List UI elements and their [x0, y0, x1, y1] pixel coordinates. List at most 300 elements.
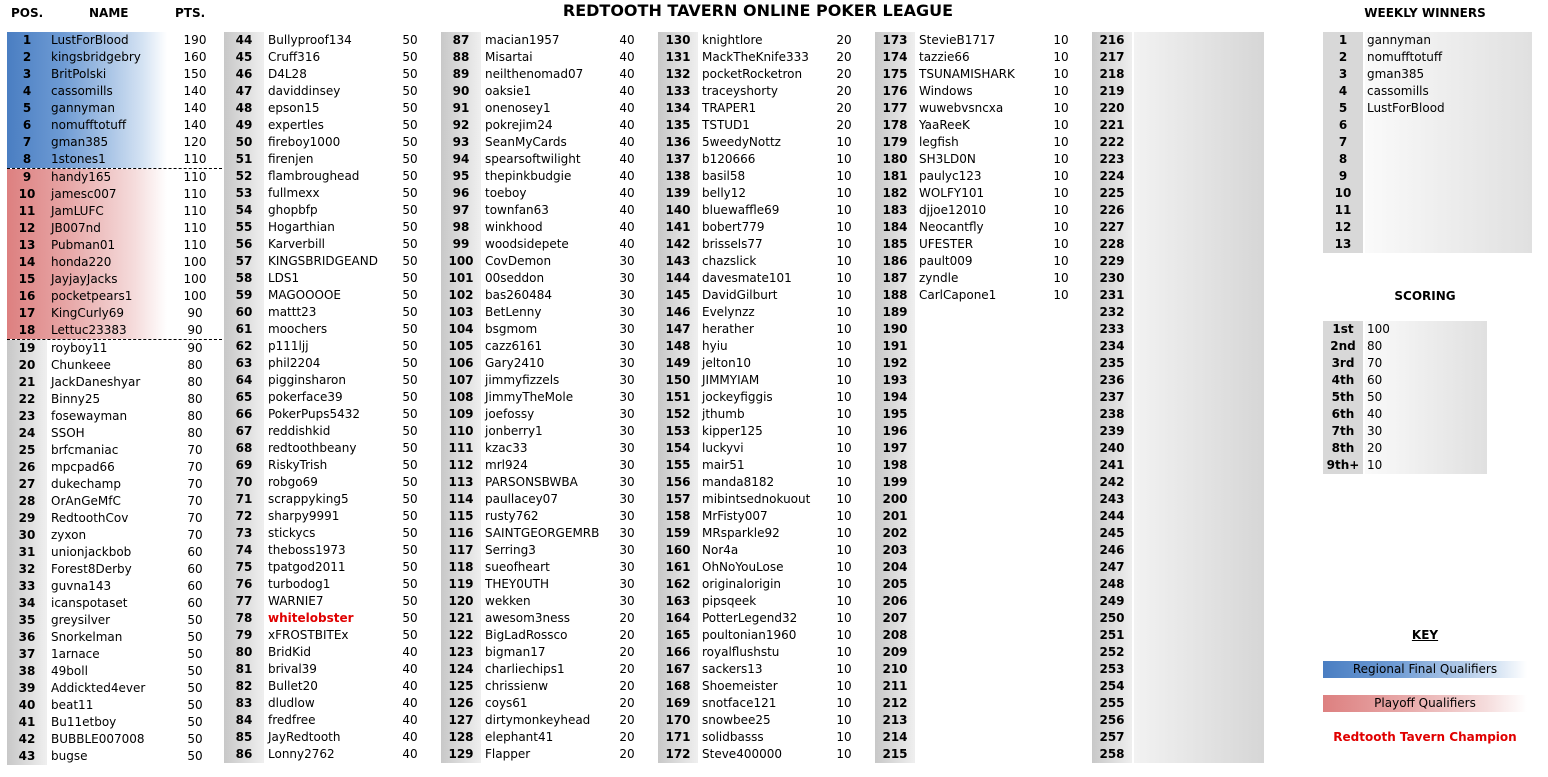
position-cell: 114 [441, 491, 481, 508]
points-cell: 40 [402, 696, 418, 710]
position-cell: 219 [1092, 83, 1132, 100]
points-cell: 50 [402, 373, 418, 387]
position-cell: 140 [658, 202, 698, 219]
table-row [224, 491, 439, 508]
points-cell: 10 [836, 628, 852, 642]
table-row [7, 134, 222, 151]
week-number: 11 [1323, 202, 1363, 219]
points-cell: 50 [402, 33, 418, 47]
player-name-cell: belly12 [702, 186, 747, 200]
points-cell: 30 [619, 543, 635, 557]
player-name-cell: snotface121 [702, 696, 777, 710]
table-row [224, 729, 439, 746]
table-row [7, 646, 222, 663]
position-cell: 124 [441, 661, 481, 678]
name-shading [1134, 423, 1264, 440]
table-row [658, 746, 873, 763]
points-cell: 50 [402, 424, 418, 438]
position-cell: 74 [224, 542, 264, 559]
table-row [1092, 151, 1308, 168]
finish-place: 5th [1323, 389, 1363, 406]
table-row [441, 440, 656, 457]
points-cell: 90 [187, 323, 203, 337]
name-shading [1134, 406, 1264, 423]
position-cell: 133 [658, 83, 698, 100]
position-cell: 250 [1092, 610, 1132, 627]
points-cell: 10 [836, 509, 852, 523]
winner-row [1323, 202, 1533, 219]
position-cell: 186 [875, 253, 915, 270]
table-row [658, 661, 873, 678]
points-cell: 10 [836, 305, 852, 319]
position-cell: 221 [1092, 117, 1132, 134]
player-name-cell: pault009 [919, 254, 973, 268]
table-row [1092, 440, 1308, 457]
scoring-title: SCORING [1394, 289, 1456, 303]
position-cell: 197 [875, 440, 915, 457]
player-name-cell: winkhood [485, 220, 543, 234]
points-cell: 10 [1053, 135, 1069, 149]
points-cell: 50 [402, 237, 418, 251]
position-cell: 85 [224, 729, 264, 746]
points-cell: 50 [402, 441, 418, 455]
player-name-cell: bas260484 [485, 288, 553, 302]
table-row [441, 372, 656, 389]
player-name-cell: JamLUFC [51, 204, 104, 218]
table-row [224, 151, 439, 168]
player-name-cell: poultonian1960 [702, 628, 797, 642]
table-row [7, 731, 222, 748]
position-cell: 135 [658, 117, 698, 134]
name-shading [1134, 610, 1264, 627]
player-name-cell: JayRedtooth [268, 730, 341, 744]
position-cell: 188 [875, 287, 915, 304]
position-cell: 251 [1092, 627, 1132, 644]
table-row [658, 185, 873, 202]
table-row [441, 746, 656, 763]
position-cell: 24 [7, 425, 47, 442]
position-cell: 141 [658, 219, 698, 236]
position-cell: 147 [658, 321, 698, 338]
position-cell: 136 [658, 134, 698, 151]
player-name-cell: RedtoothCov [51, 511, 129, 525]
table-row [875, 202, 1090, 219]
points-cell: 30 [619, 492, 635, 506]
player-name-cell: coys61 [485, 696, 528, 710]
table-row [224, 134, 439, 151]
table-row [7, 374, 222, 391]
player-name-cell: bobert779 [702, 220, 765, 234]
position-cell: 252 [1092, 644, 1132, 661]
position-cell: 89 [441, 66, 481, 83]
table-row [875, 134, 1090, 151]
table-row [224, 457, 439, 474]
table-row [875, 457, 1090, 474]
player-name-cell: Bu11etboy [51, 715, 117, 729]
week-number: 13 [1323, 236, 1363, 253]
points-cell: 10 [836, 186, 852, 200]
player-name-cell: zyxon [51, 528, 87, 542]
player-name-cell: Forest8Derby [51, 562, 132, 576]
player-name-cell: chrissienw [485, 679, 549, 693]
table-row [441, 508, 656, 525]
points-cell: 50 [402, 475, 418, 489]
table-row [875, 372, 1090, 389]
player-name-cell: StevieB1717 [919, 33, 996, 47]
table-row [1092, 66, 1308, 83]
table-row [441, 389, 656, 406]
points-cell: 50 [187, 681, 203, 695]
position-cell: 223 [1092, 151, 1132, 168]
position-cell: 149 [658, 355, 698, 372]
position-cell: 168 [658, 678, 698, 695]
table-row [224, 406, 439, 423]
position-cell: 160 [658, 542, 698, 559]
player-name-cell: TRAPER1 [702, 101, 757, 115]
position-cell: 214 [875, 729, 915, 746]
position-cell: 115 [441, 508, 481, 525]
player-name-cell: scrappyking5 [268, 492, 349, 506]
points-cell: 20 [619, 645, 635, 659]
points-awarded: 80 [1365, 338, 1487, 355]
table-row [441, 253, 656, 270]
points-cell: 10 [1053, 271, 1069, 285]
position-cell: 181 [875, 168, 915, 185]
points-cell: 50 [402, 305, 418, 319]
table-row [875, 100, 1090, 117]
position-cell: 29 [7, 510, 47, 527]
player-name-cell: Cruff316 [268, 50, 321, 64]
position-cell: 201 [875, 508, 915, 525]
name-shading [1134, 185, 1264, 202]
scoring-row [1323, 406, 1493, 423]
points-cell: 140 [183, 101, 207, 115]
table-row [1092, 236, 1308, 253]
table-row [7, 254, 222, 271]
points-cell: 20 [619, 730, 635, 744]
player-name-cell: SH3LD0N [919, 152, 976, 166]
points-cell: 110 [183, 170, 207, 184]
table-row [224, 559, 439, 576]
position-cell: 228 [1092, 236, 1132, 253]
points-awarded: 40 [1365, 406, 1487, 423]
week-number: 5 [1323, 100, 1363, 117]
position-cell: 102 [441, 287, 481, 304]
position-cell: 99 [441, 236, 481, 253]
name-shading [1134, 219, 1264, 236]
scoring-row [1323, 372, 1493, 389]
player-name-cell: kipper125 [702, 424, 763, 438]
table-row [224, 525, 439, 542]
points-cell: 100 [183, 272, 207, 286]
rankings-column [224, 32, 439, 763]
points-cell: 40 [619, 220, 635, 234]
player-name-cell: pokrejim24 [485, 118, 553, 132]
position-cell: 154 [658, 440, 698, 457]
player-name-cell: kingsbridgebry [51, 50, 141, 64]
table-row [1092, 406, 1308, 423]
player-name-cell: royboy11 [51, 341, 108, 355]
table-row [7, 459, 222, 476]
table-row [1092, 83, 1308, 100]
position-cell: 184 [875, 219, 915, 236]
position-cell: 187 [875, 270, 915, 287]
position-cell: 246 [1092, 542, 1132, 559]
position-cell: 113 [441, 474, 481, 491]
week-number: 1 [1323, 32, 1363, 49]
position-cell: 37 [7, 646, 47, 663]
position-cell: 150 [658, 372, 698, 389]
points-cell: 10 [836, 645, 852, 659]
points-cell: 50 [402, 135, 418, 149]
player-name-cell: rusty762 [485, 509, 539, 523]
position-cell: 94 [441, 151, 481, 168]
position-cell: 77 [224, 593, 264, 610]
position-cell: 244 [1092, 508, 1132, 525]
table-row [658, 457, 873, 474]
player-name-cell: phil2204 [268, 356, 321, 370]
week-number: 6 [1323, 117, 1363, 134]
position-cell: 21 [7, 374, 47, 391]
position-cell: 126 [441, 695, 481, 712]
position-cell: 91 [441, 100, 481, 117]
table-row [1092, 678, 1308, 695]
position-cell: 175 [875, 66, 915, 83]
table-row [1092, 270, 1308, 287]
table-row [224, 32, 439, 49]
finish-place: 7th [1323, 423, 1363, 440]
position-cell: 198 [875, 457, 915, 474]
player-name-cell: MackTheKnife333 [702, 50, 809, 64]
position-cell: 131 [658, 49, 698, 66]
player-name-cell: snowbee25 [702, 713, 771, 727]
player-name-cell: D4L28 [268, 67, 307, 81]
position-cell: 182 [875, 185, 915, 202]
player-name-cell: SeanMyCards [485, 135, 567, 149]
position-cell: 128 [441, 729, 481, 746]
pts-header: PTS. [175, 6, 206, 20]
table-row [224, 474, 439, 491]
points-awarded: 60 [1365, 372, 1487, 389]
player-name-cell: gannyman [51, 101, 115, 115]
player-name-cell: herather [702, 322, 754, 336]
table-row [875, 559, 1090, 576]
position-cell: 164 [658, 610, 698, 627]
table-row [7, 186, 222, 203]
player-name-cell: SAINTGEORGEMRB [485, 526, 600, 540]
player-name-cell: mrl924 [485, 458, 528, 472]
points-cell: 110 [183, 152, 207, 166]
table-row [441, 202, 656, 219]
points-cell: 40 [402, 713, 418, 727]
table-row [224, 83, 439, 100]
points-cell: 10 [836, 339, 852, 353]
position-cell: 78 [224, 610, 264, 627]
points-cell: 20 [836, 33, 852, 47]
player-name-cell: mpcpad66 [51, 460, 115, 474]
position-cell: 116 [441, 525, 481, 542]
points-cell: 50 [187, 698, 203, 712]
table-row [7, 612, 222, 629]
points-awarded: 20 [1365, 440, 1487, 457]
rankings-column [1092, 32, 1308, 763]
player-name-cell: oaksie1 [485, 84, 532, 98]
winner-row [1323, 117, 1533, 134]
table-row [224, 627, 439, 644]
table-row [7, 476, 222, 493]
position-cell: 43 [7, 748, 47, 765]
points-cell: 10 [1053, 169, 1069, 183]
name-shading [1134, 440, 1264, 457]
position-cell: 59 [224, 287, 264, 304]
position-cell: 243 [1092, 491, 1132, 508]
table-row [1092, 593, 1308, 610]
table-row [7, 117, 222, 134]
table-row [7, 357, 222, 374]
table-row [658, 440, 873, 457]
points-awarded: 30 [1365, 423, 1487, 440]
name-shading [1134, 355, 1264, 372]
table-row [658, 304, 873, 321]
table-row [1092, 49, 1308, 66]
winner-name: cassomills [1365, 83, 1532, 100]
points-cell: 50 [402, 458, 418, 472]
winner-row [1323, 219, 1533, 236]
rankings-column [441, 32, 656, 763]
points-awarded: 70 [1365, 355, 1487, 372]
points-cell: 190 [183, 33, 207, 47]
table-row [658, 423, 873, 440]
player-name-cell: robgo69 [268, 475, 318, 489]
points-cell: 10 [1053, 101, 1069, 115]
points-cell: 50 [402, 84, 418, 98]
scoring-row [1323, 457, 1493, 474]
table-row [224, 593, 439, 610]
player-name-cell: fireboy1000 [268, 135, 341, 149]
player-name-cell: LustForBlood [51, 33, 129, 47]
player-name-cell: Pubman01 [51, 238, 116, 252]
position-cell: 50 [224, 134, 264, 151]
position-cell: 14 [18, 255, 36, 269]
table-row [441, 576, 656, 593]
points-cell: 30 [619, 424, 635, 438]
table-row [224, 338, 439, 355]
points-cell: 10 [836, 407, 852, 421]
table-row [224, 304, 439, 321]
player-name-cell: greysilver [51, 613, 111, 627]
player-name-cell: legfish [919, 135, 959, 149]
player-name-cell: brival39 [268, 662, 317, 676]
points-cell: 50 [402, 407, 418, 421]
winner-name [1365, 168, 1532, 185]
position-cell: 200 [875, 491, 915, 508]
position-cell: 173 [875, 32, 915, 49]
table-row [1092, 100, 1308, 117]
player-name-cell: BridKid [268, 645, 311, 659]
week-number: 3 [1323, 66, 1363, 83]
name-shading [1134, 287, 1264, 304]
position-cell: 10 [18, 187, 36, 201]
position-cell: 195 [875, 406, 915, 423]
points-cell: 10 [836, 696, 852, 710]
position-cell: 125 [441, 678, 481, 695]
week-number: 4 [1323, 83, 1363, 100]
winner-name: nomufftotuff [1365, 49, 1532, 66]
player-name-cell: pipsqeek [702, 594, 757, 608]
position-cell: 216 [1092, 32, 1132, 49]
points-cell: 110 [183, 204, 207, 218]
player-name-cell: Flapper [485, 747, 531, 761]
points-cell: 30 [619, 390, 635, 404]
position-cell: 110 [441, 423, 481, 440]
player-name-cell: MRsparkle92 [702, 526, 780, 540]
position-cell: 83 [224, 695, 264, 712]
table-row [875, 321, 1090, 338]
finish-place: 1st [1323, 321, 1363, 338]
position-cell: 80 [224, 644, 264, 661]
table-row [1092, 321, 1308, 338]
points-cell: 100 [183, 255, 207, 269]
table-row [658, 253, 873, 270]
position-cell: 46 [224, 66, 264, 83]
player-name-cell: woodsidepete [485, 237, 569, 251]
position-cell: 112 [441, 457, 481, 474]
table-row [7, 510, 222, 527]
table-row [224, 695, 439, 712]
table-row [875, 593, 1090, 610]
position-cell: 178 [875, 117, 915, 134]
rankings-column [7, 32, 222, 765]
points-cell: 40 [619, 33, 635, 47]
table-row [875, 525, 1090, 542]
player-name-cell: toeboy [485, 186, 527, 200]
position-cell: 239 [1092, 423, 1132, 440]
points-cell: 80 [187, 375, 203, 389]
table-row [875, 389, 1090, 406]
winner-name [1365, 185, 1532, 202]
table-row [1092, 508, 1308, 525]
points-cell: 30 [619, 594, 635, 608]
points-cell: 10 [1053, 220, 1069, 234]
table-row [441, 219, 656, 236]
points-cell: 110 [183, 187, 207, 201]
table-row [7, 237, 222, 254]
table-row [658, 712, 873, 729]
position-cell: 98 [441, 219, 481, 236]
table-row [1092, 542, 1308, 559]
points-cell: 10 [836, 135, 852, 149]
points-cell: 50 [402, 101, 418, 115]
player-name-cell: jelton10 [702, 356, 751, 370]
table-row [441, 695, 656, 712]
player-name-cell: WOLFY101 [919, 186, 985, 200]
player-name-cell: bsgmom [485, 322, 538, 336]
player-name-cell: knightlore [702, 33, 763, 47]
player-name-cell: bigman17 [485, 645, 546, 659]
player-name-cell: charliechips1 [485, 662, 565, 676]
points-cell: 70 [187, 443, 203, 457]
player-name-cell: daviddinsey [268, 84, 341, 98]
player-name-cell: Serring3 [485, 543, 536, 557]
player-name-cell: originalorigin [702, 577, 782, 591]
table-row [441, 491, 656, 508]
position-cell: 51 [224, 151, 264, 168]
player-name-cell: epson15 [268, 101, 320, 115]
winner-row [1323, 66, 1533, 83]
position-cell: 227 [1092, 219, 1132, 236]
points-cell: 50 [402, 526, 418, 540]
table-row [224, 236, 439, 253]
